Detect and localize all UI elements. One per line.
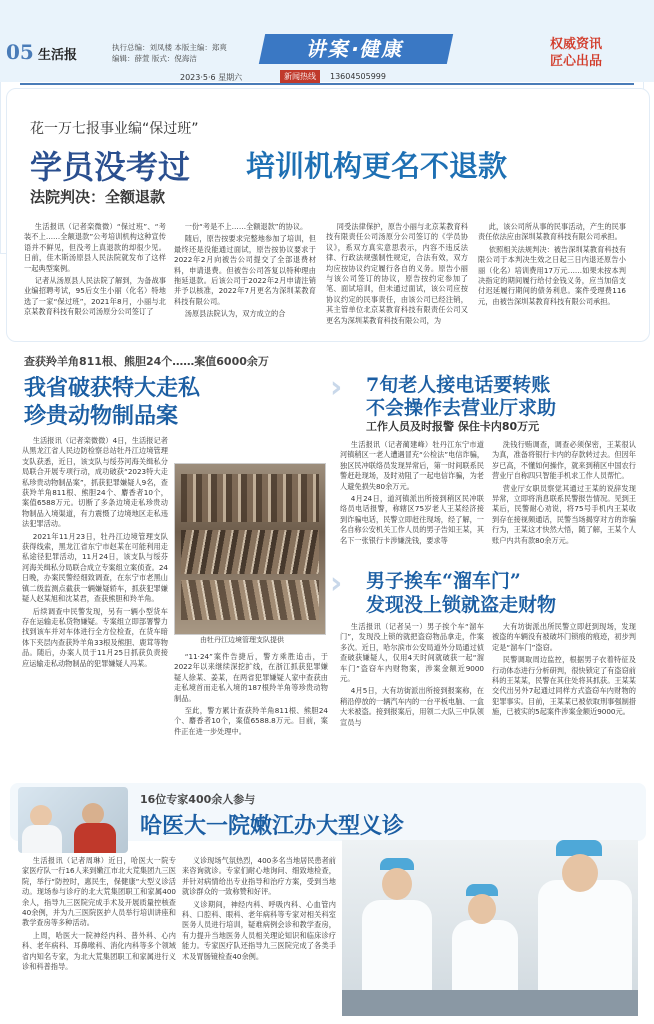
paragraph: 生活报讯（记者吴一）男子挨个车“溜车门”，发现没上锁的就把盗窃物品拿走，作案多次。近日，哈尔滨市公安局道外分局通过侦查破获嫌疑人，仅用4天时间就破获一起“溜车门”盗窃车内财物案，涉案金额近9000元。 — [340, 622, 484, 684]
chevron-right-icon: › — [330, 566, 343, 601]
photo-detail — [74, 823, 116, 853]
article-column — [340, 440, 484, 554]
paragraph: 依照相关法规判决：被告深圳某教育科技有限公司于本判决生效之日起三日内退还原告小丽（化名）培训费用17万元……如果未按本判决指定的期间履行给付金钱义务，应当加倍支付迟延履行期间的债务利息。案件受理费116元，由被告深圳某教育科技有限公司承担。 — [478, 244, 626, 306]
page-number: 05 — [6, 40, 34, 64]
issue-date: 2023·5·6 星期六 — [180, 73, 243, 82]
article-column — [492, 622, 636, 776]
paragraph: 至此，警方累计查获羚羊角811根、熊胆24个、麝香者10个，案值6588.8万元。目前，案件正在进一步处理中。 — [174, 706, 328, 736]
article-column — [478, 222, 626, 334]
photo-detail — [538, 880, 632, 1000]
photo-caption: 由牡丹江边境管理支队提供 — [200, 636, 284, 644]
paragraph: 大有坊街派出所民警立即赶到现场，发现被盗的车辆没有被破坏门锁痕的痕迹，初步判定是“溜车门”盗窃。 — [492, 622, 636, 652]
doctor-photo — [18, 787, 128, 853]
paragraph: 后续调查中民警发现，另有一辆小型货车存在运输走私货物嫌疑。专案组立即部署警力找到该车并对车体进行全方位检查，在货车暗体下夹层内查获羚羊角33根及熊胆、鹿茸等物品。随后，办案人员于11月25日抓获负责接应运输走私动物制品的犯罪嫌疑人冯某。 — [22, 606, 168, 668]
photo-detail — [382, 868, 412, 900]
paragraph: 营业厅女职员察觉其通过王某的说辞发现异常，立即将消息联系民警报告情况。见到王某后，民警耐心劝说，将75号手机内王某收到存在接视频通话，民警当场揭穿对方的诈骗行为，王某这才快然大悟，随了解，王某个人账户内共有款80余万元。 — [492, 483, 636, 545]
paragraph: 民警调取周边监控，根据男子衣着特征及行动体态进行分析研判，很快锁定了有盗窃前科的王某某，民警在其住处将其抓获。王某某交代出另外7起通过同样方式盗窃车内财物的犯罪事实。目前，王某某已被依取刑事强制措施，已被实的5起案件涉案金额近9000元。 — [492, 655, 636, 717]
staff-line: 编辑：薛萱 版式：倪海洁 — [112, 54, 197, 63]
photo-detail — [22, 825, 62, 853]
article-column — [22, 856, 176, 1016]
hotline-number: 13604505999 — [330, 72, 386, 81]
paragraph: 义诊期间，神经内科、呼吸内科、心血管内科、口腔科、眼科、老年病科等专家对相关科室医务人员进行培训，疑难病例会诊和教学查房，有力提升当地医务人员相关理论知识和临床诊疗能力。专家医疗队还指导九三医院完成了各类手术及胃肠镜检查40余例。 — [182, 899, 336, 961]
article-headline: 学员没考过 — [30, 148, 191, 186]
paragraph: 洗钱行贿调查，调查必须保密，王某很认为真，准备将银行卡内的存款转过去。但因年岁已高，不懂如何操作，就来到稍区中国农行营业厅自称四只智能手机求工作人员帮忙。 — [492, 440, 636, 481]
hotline-label: 新闻热线 — [280, 70, 320, 83]
photo-detail — [452, 920, 518, 1000]
article-column — [326, 222, 468, 334]
paragraph: 4月24日，道河镇派出所接到稍区民冲联络员电话报警，称辖区75岁老人王某经济接到诈骗电话，民警立即赶往现场，经了解，一名自称公安机关工作人员的男子告知王某，其名下一张银行卡涉嫌洗钱，要求等 — [340, 494, 484, 545]
photo-detail — [30, 805, 52, 827]
article-kicker: 花一万七报事业编“保过班” — [30, 121, 199, 137]
masthead — [0, 0, 654, 82]
slogan-line: 权威资讯 — [550, 37, 603, 52]
photo-detail — [362, 900, 432, 1000]
article-subtitle: 工作人员及时报警 保住卡内80万元 — [366, 420, 540, 433]
article-headline-part2: 培训机构更名不退款 — [246, 149, 508, 183]
article-subtitle: 法院判决：全额退款 — [30, 188, 166, 206]
article-headline: 7旬老人接电话要转账 — [366, 374, 551, 396]
article-headline-line2: 发现没上锁就盗走财物 — [366, 594, 557, 616]
section-banner: 讲案·健康 — [259, 34, 453, 64]
photo-detail — [181, 530, 319, 574]
article-column — [340, 622, 484, 776]
article-headline: 哈医大一院嫩江办大型义诊 — [140, 813, 405, 839]
clinic-photo — [342, 840, 638, 1016]
slogan-line: 匠心出品 — [550, 54, 603, 69]
paragraph: 汤原县法院认为，双方成立的合 — [184, 309, 286, 319]
paragraph: 2021年11月23日，牡丹江边境管理支队获得线索，黑龙江省东宁市赵某在可能利用走私途径犯罪活动，11月24日，该支队与绥芬河海关缉私分局联合成立专案组立案侦查。24日晚，办案民警经细致调查，在东宁市老黑山镇二级监测点截获一辆嫌疑轿车，抓获犯罪嫌疑人赵某旭和沈某君，查获熊胆和羚羊角。 — [22, 531, 168, 604]
article-column — [174, 222, 316, 334]
article-headline-line2: 不会操作去营业厅求助 — [366, 397, 557, 419]
photo-detail — [562, 854, 598, 892]
paragraph: 随后，原告按要求完整地参加了培训，但最终还是没能通过面试，原告按协议要求于2022年2月向被告公司提交了全部退费材料，申请退费。但被告公司答复以特种理由拖延退款。后该公司于2022年2月申请注销并予以核准，2022年7月更名为深圳某教育科技有限公司。 — [174, 234, 316, 306]
article-column — [182, 856, 336, 1016]
article-column — [24, 222, 166, 334]
article-column — [22, 436, 168, 774]
paragraph: 记者从汤原县人民法院了解到，为备战事业编招聘考试，95后女生小丽（化名）特地选了一家“保过班”，2021年8月，小丽与北京某教育科技有限公司汤原分公司签订了 — [24, 276, 166, 317]
paragraph: 上周，哈医大一院神经内科、普外科、心内科、老年病科、耳鼻喉科、消化内科等多个领域省内知名专家，为北大荒集团职工和家属进行义诊和科普指导。 — [22, 930, 176, 972]
paragraph: 同受法律保护，原告小丽与北京某教育科技有限责任公司汤原分公司签订的《学员协议》，系双方真实意思表示，内容不违反法律、行政法规强制性规定，合法有效，双方均应按协议约定履行各自的义务。原告小丽与该公司签订的协议，原告按约定参加了笔、面试培训，但未通过面试，该公司应按协议约定的民事责任，由该公司已经注销，其主管单位北京某教育科技有限责任公司又更名为深圳某教育科技有限公司，为 — [326, 222, 468, 325]
masthead-rule — [20, 83, 634, 85]
article-kicker: 16位专家400余人参与 — [140, 793, 256, 806]
photo-detail — [342, 990, 638, 1016]
paragraph: 一份“考是不上……全额退款”的协议。 — [184, 222, 308, 231]
paragraph: 此，该公司所从事的民事活动，产生的民事责任依法应由深圳某教育科技有限公司承担。 — [478, 222, 626, 242]
paragraph: 生活报讯（记者栾微微）4日，生活报记者从黑龙江省人民边防检察总站牡丹江边境管理支队获悉，近日，该支队与绥芬河海关缉私分局联合开展专项行动，成功破获“2023特大走私珍贵动物制品案”，抓获犯罪嫌疑人9名，查获羚羊角811根、熊胆24个、麝香者10个，案值6588万元。切断了多条边境走私珍贵动物制品入境渠道，有力震慑了边境地区走私违法犯罪活动。 — [22, 436, 168, 529]
paragraph: 生活报讯（记者栾微微）“保过班”、“考装不上……全额退款”公考培训机构这种宣传语并不鲜见，但没考上真退款的却很少见。日前，佳木斯汤原县人民法院就发布了这样一起典型案例。 — [24, 222, 166, 273]
paper-name: 生活报 — [38, 48, 78, 63]
article-headline: 我省破获特大走私 — [24, 375, 201, 401]
slogan — [550, 36, 602, 70]
paragraph: 义诊现场气氛热烈，400多名当地居民患者前来咨询就诊。专家们耐心地询问、细致地检查，并针对病情给出专业指导和治疗方案，受到当地就诊群众的一致称赞和好评。 — [182, 856, 336, 897]
staff-line: 执行总编：刘凤楼 本版主编：郑爽 — [112, 43, 227, 52]
photo-detail — [181, 580, 319, 620]
article-headline-line2: 珍贵动物制品案 — [24, 403, 179, 429]
photo-detail — [82, 803, 104, 825]
photo-detail — [468, 894, 496, 924]
photo-detail — [181, 474, 319, 522]
paragraph: 生活报讯（记者蔺建峰）牡丹江东宁市道河镇稍区一老人遭遇冒充“公检法”电信诈骗，独区民冲联络员发现异常后，第一时间联系民警赶赴现场，及时劝阻了一起电信诈骗，为老人避免损失80余万元。 — [340, 440, 484, 491]
staff-credits — [112, 42, 227, 64]
article-column — [174, 652, 328, 772]
article-kicker: 查获羚羊角811根、熊胆24个……案值6000余万 — [24, 355, 269, 368]
paragraph: “11·24”案件告捷后，警方乘胜追击，于2022年以来继续深挖扩线，在浙江抓获犯罪嫌疑人徐某、姜某，在两省犯罪嫌疑人家中查获由走私境首而走私入境的187根羚羊角等珍贵动物制品。 — [174, 652, 328, 703]
seized-goods-photo — [174, 463, 326, 635]
paragraph: 4月5日，大有坊街派出所接到报案称，在稍沿停放的一辆汽车内的一台平板电脑、一盒大米被盗。接到报案后，用领二大队三中队领宣员与 — [340, 686, 484, 727]
paragraph: 生活报讯（记者周琳）近日，哈医大一院专家医疗队一行16人来到嫩江市北大荒集团九三医院，举行“防控时，惠民生，保健康”大型义诊活动。现场参与诊疗的北大荒集团职工和家属400余人，指导九三医院完成手术及开展质量控核查40余例，并为九三医院医护人员举行培训讲座和教学查房等多种活动。 — [22, 856, 176, 928]
article-column — [492, 440, 636, 554]
chevron-right-icon: › — [330, 370, 343, 405]
article-headline: 男子挨车“溜车门” — [366, 570, 521, 592]
